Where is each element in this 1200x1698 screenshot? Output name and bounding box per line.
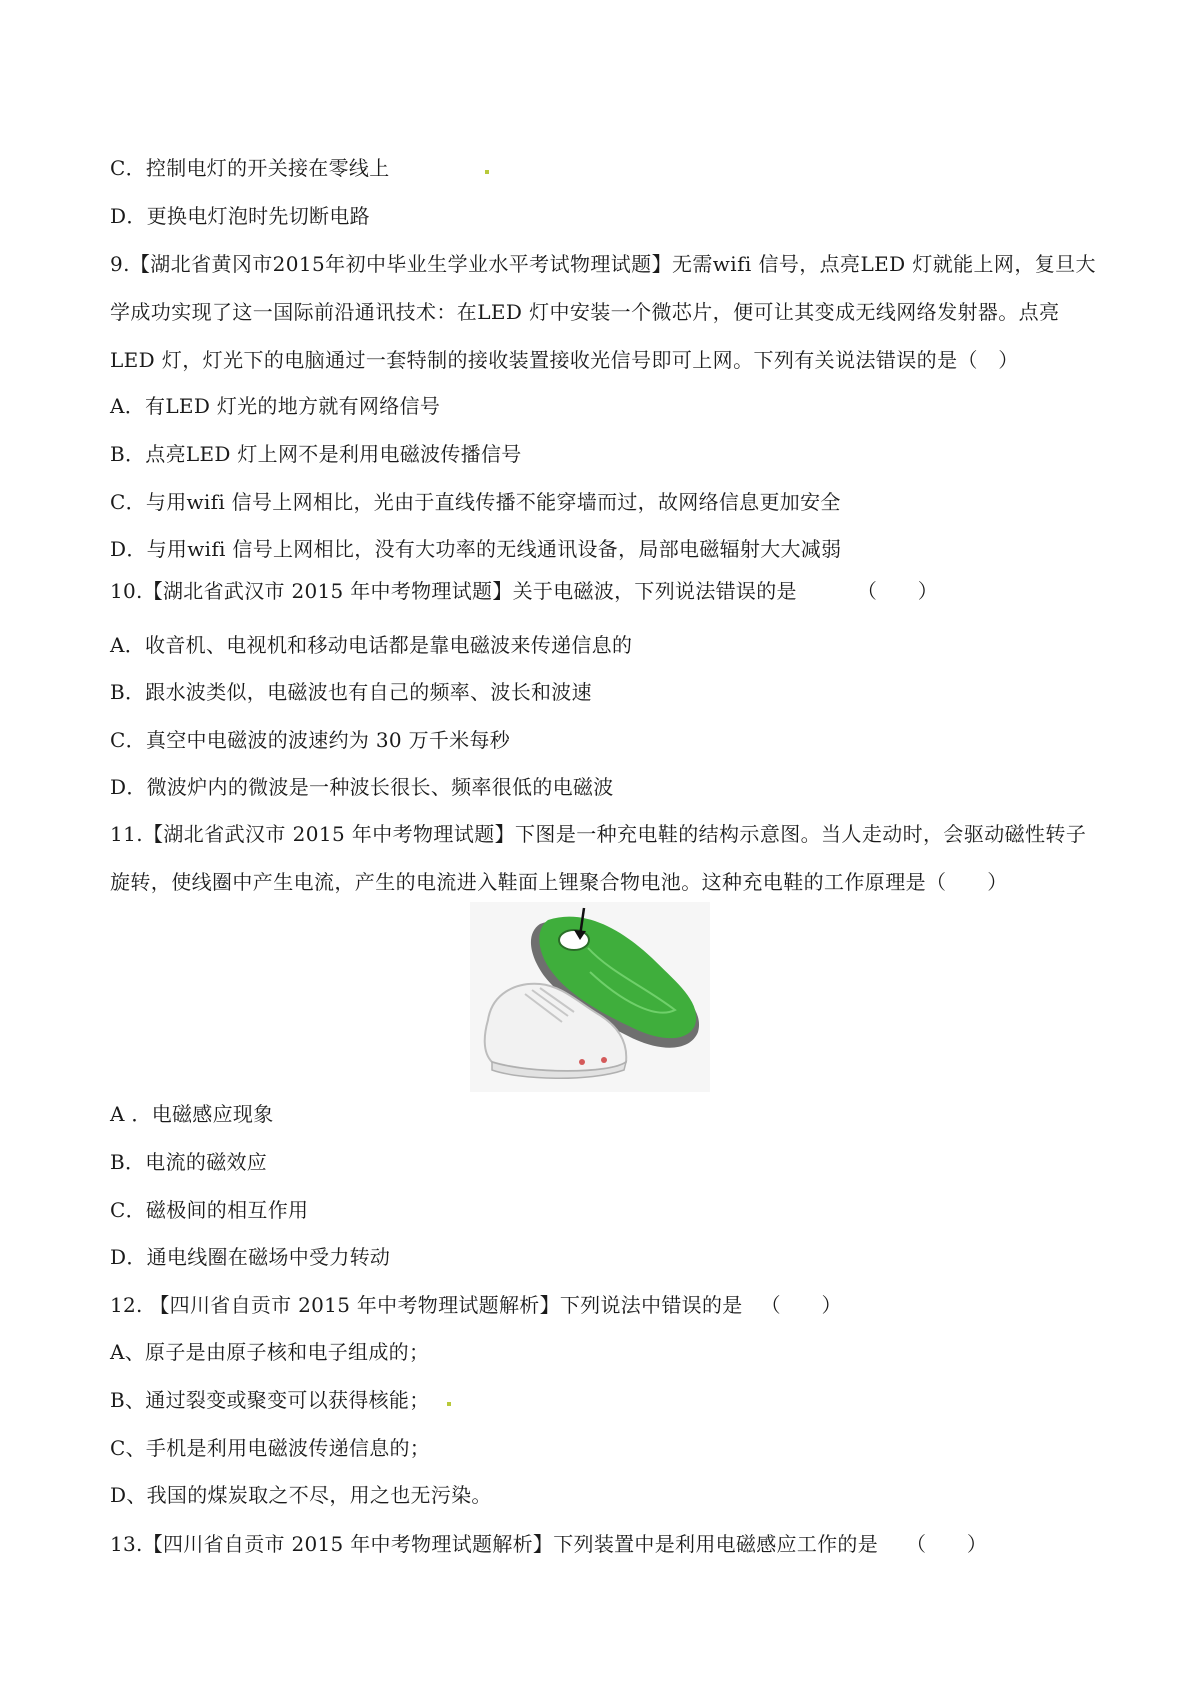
q10-option-b: B．跟水波类似，电磁波也有自己的频率、波长和波速 [110,680,592,704]
q8-option-d: D．更换电灯泡时先切断电路 [110,204,370,228]
q10-option-d: D．微波炉内的微波是一种波长很长、频率很低的电磁波 [110,775,614,799]
q10-answer-paren: （ ） [856,579,939,603]
scan-speck [447,1402,451,1406]
q13-stem-row [110,1530,987,1558]
charging-shoe-illustration-icon [470,902,710,1092]
q12-stem: 12. 【四川省自贡市 2015 年中考物理试题解析】下列说法中错误的是 [110,1293,743,1317]
q12-option-b: B、通过裂变或聚变可以获得核能； [110,1388,430,1412]
q10-option-a: A．收音机、电视机和移动电话都是靠电磁波来传递信息的 [110,633,633,657]
q12-option-d: D、我国的煤炭取之不尽，用之也无污染。 [110,1483,492,1507]
q9-option-a: A．有LED 灯光的地方就有网络信号 [110,394,441,418]
q12-option-c: C、手机是利用电磁波传递信息的； [110,1436,431,1460]
q10-stem-row [110,577,938,605]
q9-stem: 9.【湖北省黄冈市2015年初中毕业生学业水平考试物理试题】无需wifi 信号，点亮LED 灯就能上网，复旦大学成功实现了这一国际前沿通讯技术：在LED 灯中安装一个微芯片，便可让其变成无线网络发射器。点亮LED 灯，灯光下的电脑通过一套特制的接收装置接收光信号即可上网。下列有关说法错误的是（ ） [110,252,1096,372]
q13-answer-paren: （ ） [906,1532,988,1556]
q11-option-a: A ．电磁感应现象 [110,1102,274,1126]
scan-speck [485,170,489,174]
q13-stem: 13.【四川省自贡市 2015 年中考物理试题解析】下列装置中是利用电磁感应工作的是 [110,1532,879,1556]
q9-option-b: B．点亮LED 灯上网不是利用电磁波传播信号 [110,442,522,466]
q9-option-d: D．与用wifi 信号上网相比，没有大功率的无线通讯设备，局部电磁辐射大大减弱 [110,537,842,561]
q10-option-c: C．真空中电磁波的波速约为 30 万千米每秒 [110,728,511,752]
q9-option-c: C．与用wifi 信号上网相比，光由于直线传播不能穿墙而过，故网络信息更加安全 [110,490,841,514]
q11-option-d: D．通电线圈在磁场中受力转动 [110,1245,391,1269]
charging-shoe-figure [470,902,710,1092]
q12-answer-paren: （ ） [760,1293,842,1317]
q8-option-c: C．控制电灯的开关接在零线上 [110,156,390,180]
q10-stem: 10.【湖北省武汉市 2015 年中考物理试题】关于电磁波，下列说法错误的是 [110,579,797,603]
q12-option-a: A、原子是由原子核和电子组成的； [110,1340,430,1364]
q11-option-b: B．电流的磁效应 [110,1150,268,1174]
q11-stem: 11.【湖北省武汉市 2015 年中考物理试题】下图是一种充电鞋的结构示意图。当人走动时，会驱动磁性转子旋转，使线圈中产生电流，产生的电流进入鞋面上锂聚合物电池。这种充电鞋的工作原理是（ ） [110,822,1087,894]
q12-stem-row [110,1291,842,1319]
q11-option-c: C．磁极间的相互作用 [110,1198,309,1222]
